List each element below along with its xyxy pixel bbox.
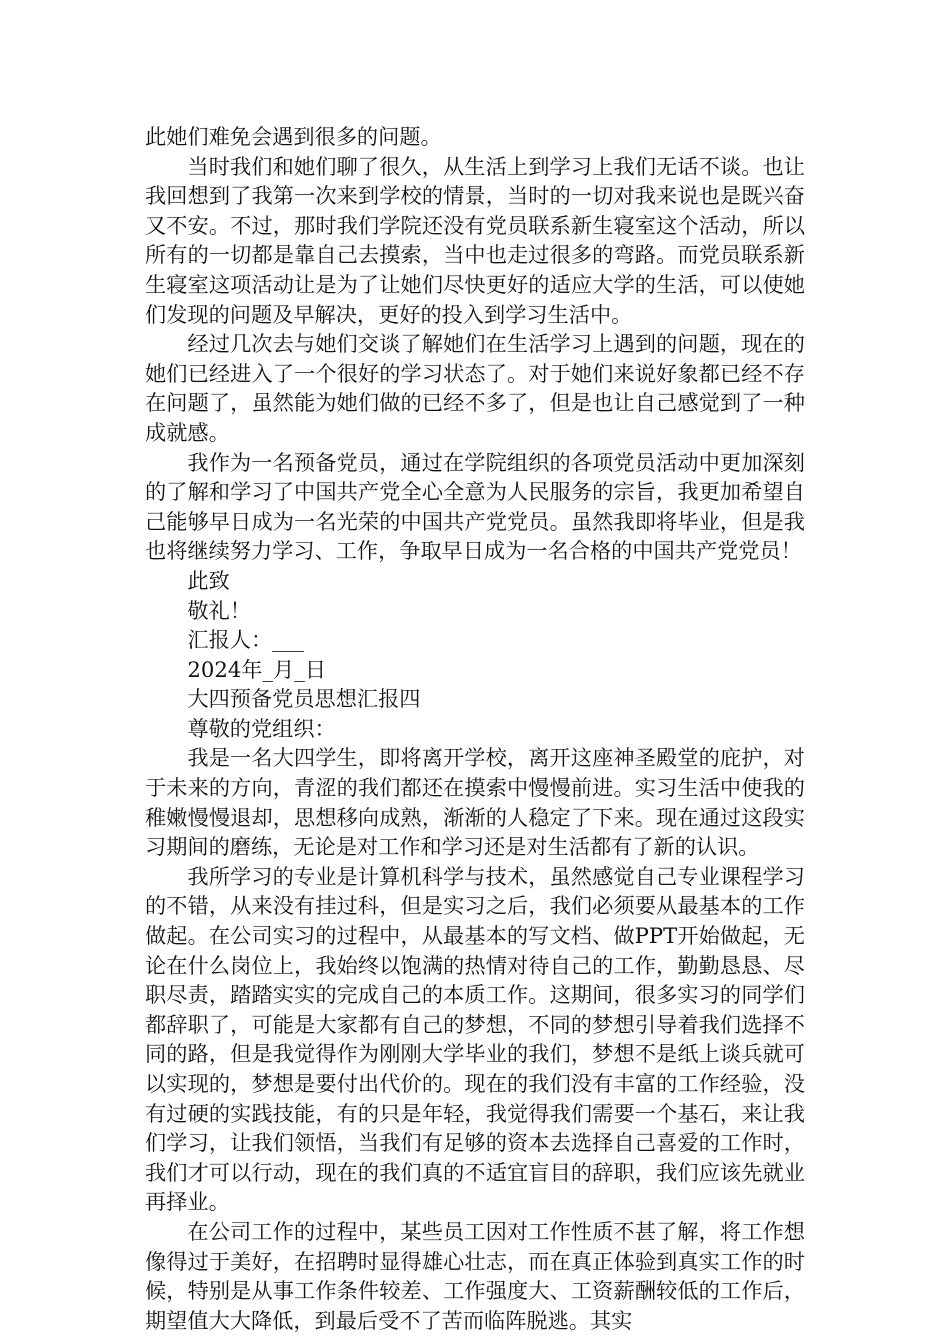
report-date: 2024年_月_日 (187, 656, 327, 682)
paragraph: 在公司工作的过程中，某些员工因对工作性质不甚了解，将工作想像得过于美好，在招聘时显得雄心壮志，而在真正体验到真实工作的时候，特别是从事工作条件较差、工作强度大、工资薪酬较低的工作后，期望值大大降低，到最后受不了苦而临阵脱逃。其实 (145, 1218, 805, 1333)
paragraph: 经过几次去与她们交谈了解她们在生活学习上遇到的问题，现在的她们已经进入了一个很好的学习状态了。对于她们来说好象都已经不存在问题了，虽然能为她们做的已经不多了，但是也让自己感觉到了一种成就感。 (145, 331, 805, 445)
section-title: 大四预备党员思想汇报四 (187, 686, 421, 712)
document-page (145, 122, 805, 1335)
paragraph: 当时我们和她们聊了很久，从生活上到学习上我们无话不谈。也让我回想到了我第一次来到学校的情景，当时的一切对我来说也是既兴奋又不安。不过，那时我们学院还没有党员联系新生寝室这个活动，所以所有的一切都是靠自己去摸索，当中也走过很多的弯路。而党员联系新生寝室这项活动让是为了让她们尽快更好的适应大学的生活，可以使她们发现的问题及早解决，更好的投入到学习生活中。 (145, 153, 805, 327)
closing-salute: 敬礼！ (187, 597, 251, 623)
closing-salute: 此致 (187, 567, 230, 593)
reporter-signature-line: 汇报人：___ (187, 627, 304, 653)
paragraph: 我作为一名预备党员，通过在学院组织的各项党员活动中更加深刻的了解和学习了中国共产党全心全意为人民服务的宗旨，我更加希望自己能够早日成为一名光荣的中国共产党党员。虽然我即将毕业，但是我也将继续努力学习、工作，争取早日成为一名合格的中国共产党党员！ (145, 449, 805, 564)
paragraph: 我所学习的专业是计算机科学与技术，虽然感觉自己专业课程学习的不错，从来没有挂过科，但是实习之后，我们必须要从最基本的工作做起。在公司实习的过程中，从最基本的写文档、做PPT开始做起，无论在什么岗位上，我始终以饱满的热情对待自己的工作，勤勤恳恳、尽职尽责，踏踏实实的完成自己的本质工作。这期间，很多实习的同学们都辞职了，可能是大家都有自己的梦想，不同的梦想引导着我们选择不同的路，但是我觉得作为刚刚大学毕业的我们，梦想不是纸上谈兵就可以实现的，梦想是要付出代价的。现在的我们没有丰富的工作经验，没有过硬的实践技能，有的只是年轻，我觉得我们需要一个基石，来让我们学习，让我们领悟，当我们有足够的资本去选择自己喜爱的工作时，我们才可以行动，现在的我们真的不适宜盲目的辞职，我们应该先就业再择业。 (145, 863, 805, 1215)
paragraph: 我是一名大四学生，即将离开学校，离开这座神圣殿堂的庇护，对于未来的方向，青涩的我们都还在摸索中慢慢前进。实习生活中使我的稚嫩慢慢退却，思想移向成熟，渐渐的人稳定了下来。现在通过这段实习期间的磨练，无论是对工作和学习还是对生活都有了新的认识。 (145, 745, 805, 860)
greeting: 尊敬的党组织： (187, 715, 336, 741)
paragraph-fragment: 此她们难免会遇到很多的问题。 (145, 124, 442, 149)
